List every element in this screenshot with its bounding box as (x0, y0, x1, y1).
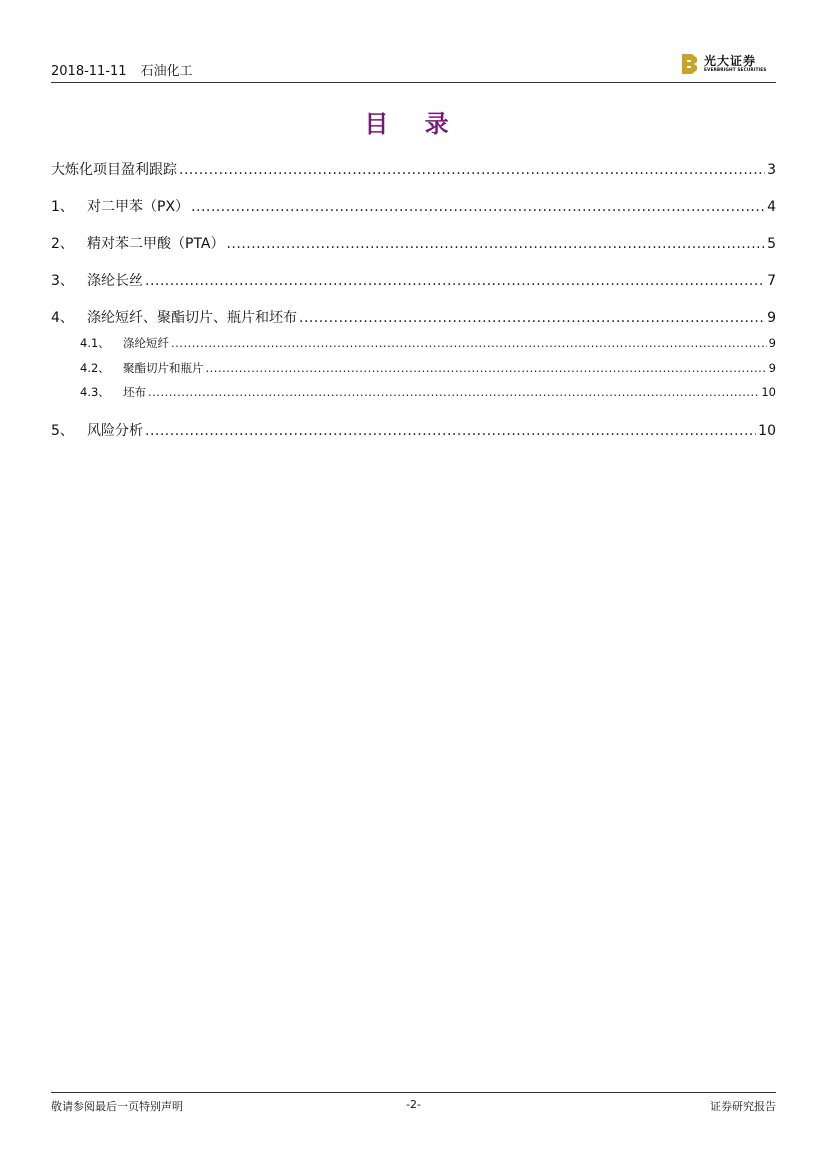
toc-entry-page: 10 (761, 385, 776, 399)
toc-leader-dots (226, 236, 765, 252)
toc-entry-page: 10 (758, 423, 776, 439)
toc-entry-number: 3、 (51, 273, 74, 289)
toc-entry-page: 3 (767, 162, 776, 178)
toc-subentry[interactable] (51, 335, 776, 351)
logo-english-name: EVERBRIGHT SECURITIES (704, 68, 767, 73)
toc-leader-dots (206, 361, 767, 375)
toc-entry-label: 涤纶长丝 (87, 273, 143, 289)
report-date: 2018-11-11 (51, 64, 127, 79)
toc-entry-page: 9 (767, 310, 776, 326)
toc-entry-page: 5 (767, 236, 776, 252)
logo-chinese-name: 光大证券 (704, 54, 757, 68)
toc-entry[interactable] (51, 420, 776, 440)
toc-entry-label: 坯布 (123, 385, 146, 399)
toc-entry-number: 4.3、 (80, 385, 110, 399)
toc-entry-label: 涤纶短纤 (123, 336, 169, 350)
toc-entry-page: 9 (768, 336, 776, 350)
toc-leader-dots (171, 336, 767, 350)
page-header (51, 52, 776, 83)
toc-entry[interactable] (51, 159, 776, 179)
toc-entry-label: 涤纶短纤、聚酯切片、瓶片和坯布 (87, 310, 297, 326)
toc-entry-number: 4.1、 (80, 336, 110, 350)
toc-leader-dots (179, 162, 765, 178)
page-number: -2- (406, 1098, 421, 1111)
logo-mark-icon (682, 54, 699, 74)
toc-entry[interactable] (51, 196, 776, 216)
toc-subentry[interactable] (51, 360, 776, 376)
report-category: 石油化工 (140, 64, 193, 79)
toc-entry-number: 4、 (51, 310, 74, 326)
footer-disclaimer: 敬请参阅最后一页特别声明 (51, 1100, 183, 1113)
toc-entry-label: 风险分析 (87, 423, 143, 439)
toc-entry-page: 4 (767, 199, 776, 215)
toc-entry-number: 5、 (51, 423, 74, 439)
toc-entry-page: 7 (767, 273, 776, 289)
toc-leader-dots (145, 273, 765, 289)
header-info (51, 60, 193, 79)
toc-entry-label: 精对苯二甲酸（PTA） (87, 236, 225, 252)
toc-entry[interactable] (51, 270, 776, 290)
company-logo (682, 52, 776, 78)
toc-leader-dots (148, 385, 759, 399)
toc-entry[interactable] (51, 233, 776, 253)
toc-entry-page: 9 (768, 361, 776, 375)
page-footer (51, 1092, 776, 1115)
toc-entry-label: 对二甲苯（PX） (87, 199, 190, 215)
toc-leader-dots (145, 423, 756, 439)
toc-entry-number: 4.2、 (80, 361, 110, 375)
toc-subentry[interactable] (51, 384, 776, 400)
toc-entry-number: 2、 (51, 236, 74, 252)
toc-entry-label: 大炼化项目盈利跟踪 (51, 162, 177, 178)
footer-report-type: 证券研究报告 (710, 1100, 776, 1113)
toc-title: 目 录 (364, 109, 463, 138)
toc-leader-dots (299, 310, 765, 326)
toc-entry-label: 聚酯切片和瓶片 (123, 361, 204, 375)
toc-entry[interactable] (51, 307, 776, 327)
toc-leader-dots (191, 199, 765, 215)
toc-entry-number: 1、 (51, 199, 74, 215)
